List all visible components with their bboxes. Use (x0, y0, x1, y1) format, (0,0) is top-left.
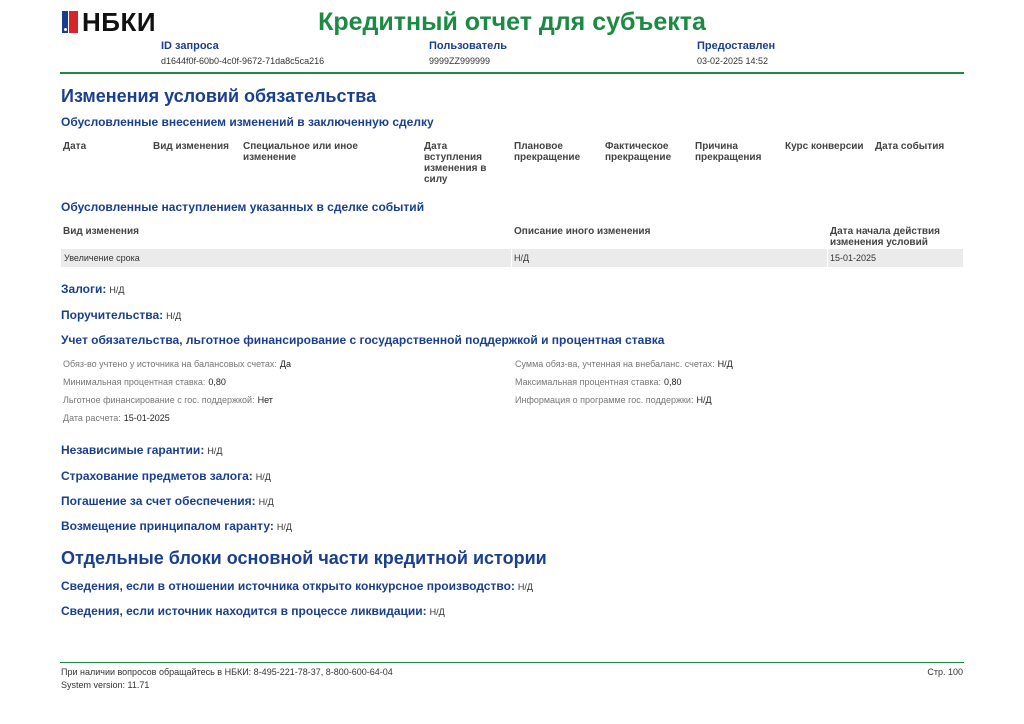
info-label: Дата расчета: (63, 413, 121, 423)
principal-reimbursement-value: Н/Д (276, 522, 292, 532)
column-header: Описание иного изменения (514, 226, 651, 237)
table-row (61, 249, 963, 267)
meta-user (429, 40, 507, 66)
page-number: Стр. 100 (927, 667, 963, 677)
info-item (63, 377, 226, 387)
info-label: Льготное финансирование с гос. поддержкой: (63, 395, 255, 405)
meta-label: ID запроса (161, 40, 219, 52)
guarantees-value: Н/Д (166, 311, 182, 321)
meta-value: 9999ZZ999999 (429, 56, 491, 66)
request-meta (0, 40, 1024, 70)
info-value: 0,80 (208, 377, 226, 387)
collateral-insurance-heading (61, 469, 271, 483)
bankruptcy-value: Н/Д (517, 582, 533, 592)
independent-guarantees-heading (61, 443, 222, 457)
column-header: Курс конверсии (785, 141, 864, 152)
report-title: Кредитный отчет для субъекта (318, 8, 706, 36)
info-item (63, 395, 273, 405)
info-value: Н/Д (717, 359, 733, 369)
info-label: Максимальная процентная ставка: (515, 377, 661, 387)
section-title-changes: Изменения условий обязательства (61, 86, 377, 106)
meta-label: Пользователь (429, 40, 508, 52)
meta-value: d1644f0f-60b0-4c0f-9672-71da8c5ca216 (161, 56, 325, 66)
guarantees-label: Поручительства: (61, 308, 164, 322)
info-item (515, 377, 682, 387)
repayment-collateral-label: Погашение за счет обеспечения: (61, 494, 256, 508)
info-label: Информация о программе гос. поддержки: (515, 395, 694, 405)
column-header: Плановое прекращение (514, 141, 581, 163)
pledges-label: Залоги: (61, 282, 107, 296)
subsection-title-contract-changes: Обусловленные внесением изменений в заключенную сделку (61, 115, 434, 129)
footer-divider (60, 662, 964, 663)
column-header: Вид изменения (63, 226, 139, 237)
guarantees-heading (61, 308, 181, 322)
header-divider (60, 72, 964, 74)
independent-guarantees-label: Независимые гарантии: (61, 443, 205, 457)
info-value: 15-01-2025 (123, 413, 170, 423)
info-label: Сумма обяз-ва, учтенная на внебаланс. счетах: (515, 359, 715, 369)
collateral-insurance-value: Н/Д (255, 472, 271, 482)
meta-request-id (161, 40, 324, 66)
bankruptcy-label: Сведения, если в отношении источника открыто конкурсное производство: (61, 579, 515, 593)
info-item (63, 359, 291, 369)
info-item (63, 413, 170, 423)
repayment-collateral-value: Н/Д (258, 497, 274, 507)
meta-provided (697, 40, 775, 66)
collateral-insurance-label: Страхование предметов залога: (61, 469, 253, 483)
table-cell: Н/Д (514, 253, 530, 263)
column-header: Дата вступления изменения в силу (424, 141, 487, 185)
principal-reimbursement-heading (61, 519, 292, 533)
info-label: Минимальная процентная ставка: (63, 377, 206, 387)
column-header: Вид изменения (153, 141, 229, 152)
info-item (515, 395, 712, 405)
info-item (515, 359, 733, 369)
subsection-title-event-changes: Обусловленные наступлением указанных в сделке событий (61, 200, 425, 214)
table-cell: 15-01-2025 (830, 253, 877, 263)
meta-label: Предоставлен (697, 40, 776, 52)
accounting-title: Учет обязательства, льготное финансирование с государственной поддержкой и процентная ставка (61, 333, 665, 347)
footer-version: System version: 11.71 (61, 680, 150, 690)
logo-text: НБКИ (82, 7, 157, 37)
footer-contact: При наличии вопросов обращайтесь в НБКИ: 8-495-221-78-37, 8-800-600-64-04 (61, 667, 393, 677)
info-value: Н/Д (696, 395, 712, 405)
pledges-value: Н/Д (109, 285, 125, 295)
column-header: Дата события (875, 141, 945, 152)
column-header: Причина прекращения (695, 141, 762, 163)
column-header: Специальное или иное изменение (243, 141, 358, 163)
info-value: Да (279, 359, 291, 369)
independent-guarantees-value: Н/Д (207, 446, 223, 456)
column-header: Дата (63, 141, 87, 152)
info-value: Нет (257, 395, 273, 405)
liquidation-label: Сведения, если источник находится в процессе ликвидации: (61, 604, 427, 618)
info-label: Обяз-во учтено у источника на балансовых счетах: (63, 359, 277, 369)
column-header: Дата начала действия изменения условий (830, 226, 940, 248)
pledges-heading (61, 282, 124, 296)
repayment-collateral-heading (61, 494, 274, 508)
section-title-history-blocks: Отдельные блоки основной части кредитной истории (61, 548, 547, 568)
info-value: 0,80 (664, 377, 682, 387)
bankruptcy-heading (61, 579, 533, 593)
liquidation-heading (61, 604, 445, 618)
principal-reimbursement-label: Возмещение принципалом гаранту: (61, 519, 274, 533)
meta-value: 03-02-2025 14:52 (697, 56, 769, 66)
liquidation-value: Н/Д (429, 607, 445, 617)
column-header: Фактическое прекращение (605, 141, 672, 163)
table-cell: Увеличение срока (64, 253, 140, 263)
